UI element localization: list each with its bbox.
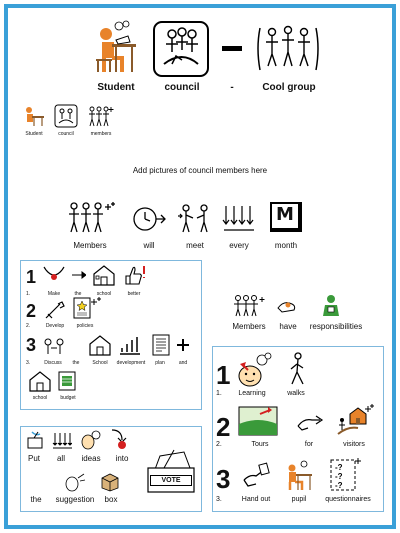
small-title-student: Student (25, 131, 43, 137)
ideas-box-label: box (104, 495, 118, 504)
ideas-into: into (115, 454, 129, 463)
duties-row1-walks: walks (287, 390, 305, 397)
goals-row2-num: 2. (26, 323, 31, 329)
duties-row3-hand-out: Hand out (241, 496, 271, 503)
resp-responsibilities: responsibilities (309, 322, 363, 331)
goals-row3-and: and (178, 360, 188, 366)
svg-text:-?: -? (335, 472, 343, 481)
small-council-icon (54, 104, 78, 128)
questionnaires-icon (330, 456, 364, 492)
vote-label: VOTE (150, 475, 192, 486)
box-icon (100, 472, 120, 492)
all-icon (52, 432, 72, 450)
policies-icon (72, 296, 102, 320)
small-members-icon (86, 104, 116, 128)
title-dash: - (230, 82, 234, 93)
suggestion-icon (64, 472, 86, 492)
goals-row1-num: 1. (26, 291, 31, 297)
duties-row2-num: 2. (216, 441, 222, 448)
learning-icon (232, 352, 272, 388)
svg-text:-?: -? (335, 463, 343, 472)
better-icon (122, 264, 148, 286)
have-icon (276, 298, 298, 314)
duties-row1-num: 1. (216, 390, 222, 397)
duties-row2-for: for (304, 441, 314, 448)
goals-number-3: 3 (26, 335, 37, 355)
clock-will-icon (132, 206, 166, 232)
budget-icon (58, 370, 78, 392)
school-icon (92, 264, 116, 286)
goals-row3-num: 3. (26, 360, 31, 366)
ideas-ideas: ideas (81, 454, 101, 463)
duties-row2-visitors: visitors (343, 441, 365, 448)
title-dash-bar (222, 46, 242, 51)
goals-row2-develop: Develop (45, 323, 65, 329)
goals-row1-school: school (96, 291, 112, 297)
title-student: Student (97, 82, 135, 93)
meet-icon (178, 202, 212, 234)
svg-text:-?: -? (335, 481, 343, 490)
duties-row2-tours: Tours (251, 441, 269, 448)
develop-icon (44, 300, 66, 320)
goals-row3-the: the (72, 360, 80, 366)
ideas-suggestion: suggestion (55, 495, 95, 504)
and-icon (176, 338, 190, 352)
goals-number-2: 2 (26, 301, 37, 321)
discuss-icon (42, 336, 66, 356)
small-student-icon (22, 104, 46, 128)
duties-number-1: 1 (216, 360, 231, 390)
tours-icon (238, 406, 278, 436)
duties-row3-pupil: pupil (291, 496, 307, 503)
goals-row3-discuss: Discuss (44, 360, 62, 366)
title-council: council (164, 82, 200, 93)
cool-group-symbol-icon (256, 20, 320, 78)
visitors-icon (334, 404, 374, 436)
into-icon (108, 428, 132, 450)
goals-row2-policies: policies (76, 323, 94, 329)
school-icon-3 (28, 370, 52, 392)
council-symbol-icon (152, 20, 210, 78)
school-icon-2 (88, 334, 112, 356)
the-arrow-icon (72, 271, 86, 279)
ideas-the: the (30, 495, 42, 504)
vote-box-icon (144, 442, 198, 494)
meet-every: every (229, 241, 249, 250)
duties-row3-num: 3. (216, 496, 222, 503)
pupil-icon (284, 460, 314, 492)
responsibilities-icon (318, 292, 344, 318)
hand-out-icon (240, 460, 270, 490)
goals-row4-budget: budget (60, 395, 76, 401)
goals-row3-development: development (116, 360, 146, 366)
meet-will: will (143, 241, 155, 250)
duties-number-2: 2 (216, 412, 231, 442)
small-title-council: council (58, 131, 74, 137)
members-icon-2 (232, 294, 268, 318)
duties-number-3: 3 (216, 464, 231, 494)
put-icon (26, 430, 48, 450)
make-icon (42, 266, 66, 284)
every-icon (222, 204, 256, 234)
goals-row1-better: better (127, 291, 141, 297)
meet-month: month (274, 241, 298, 250)
goals-row3-school: School (92, 360, 108, 366)
for-icon (296, 410, 324, 432)
meet-members: Members (73, 241, 107, 250)
goals-number-1: 1 (26, 267, 37, 287)
goals-row1-the: the (74, 291, 82, 297)
walks-icon (286, 352, 310, 386)
duties-row3-questionnaires: questionnaires (325, 496, 371, 503)
development-icon (118, 334, 142, 356)
resp-have: have (279, 322, 297, 331)
duties-row1-learning: Learning (238, 390, 266, 397)
ideas-all: all (56, 454, 65, 463)
small-title-members: members (90, 131, 112, 137)
goals-row1-make: Make (47, 291, 61, 297)
pictures-note: Add pictures of council members here (132, 166, 268, 175)
ideas-icon (80, 430, 102, 450)
ideas-put: Put (27, 454, 40, 463)
month-icon (270, 202, 302, 232)
members-icon (66, 200, 116, 234)
goals-row4-school: school (32, 395, 48, 401)
plan-icon (152, 334, 170, 356)
meet-meet: meet (186, 241, 204, 250)
month-symbol-letter: M (276, 204, 294, 225)
resp-members: Members (232, 322, 266, 331)
goals-row3-plan: plan (155, 360, 165, 366)
student-symbol-icon (92, 20, 142, 78)
title-cool-group: Cool group (262, 82, 316, 93)
